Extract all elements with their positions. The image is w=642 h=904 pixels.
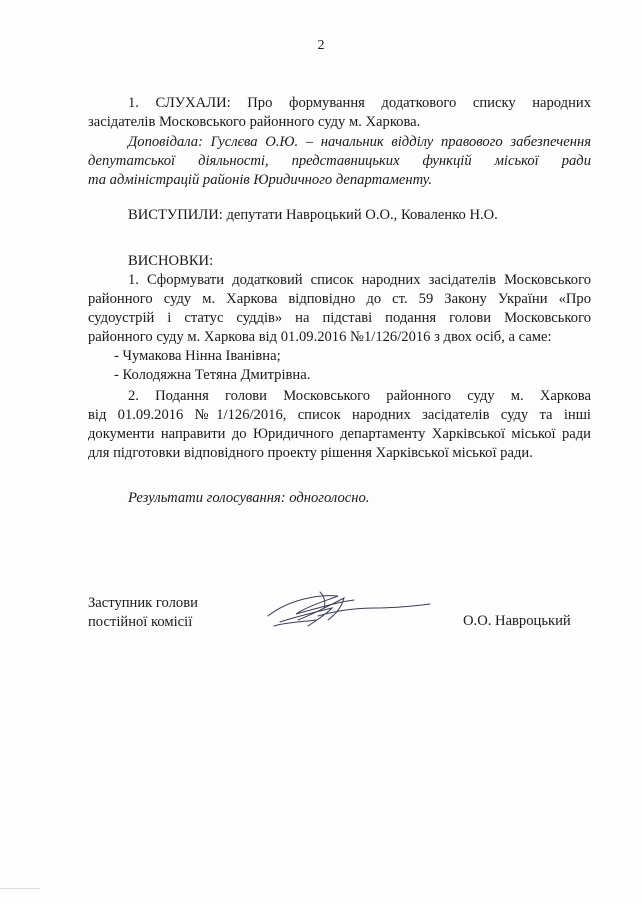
heard-line-2: засідателів Московського районного суду м. Харкова. [88,114,421,130]
conclusion-2-line-3: документи направити до Юридичного департаменту Харківської міської ради [88,426,591,442]
reporter-line-1: Доповідала: Гуслєва О.Ю. – начальник відділу правового забезпечення [128,134,591,150]
spoke-paragraph [88,206,591,225]
conclusion-1-line-2: районного суду м. Харкова відповідно до ст. 59 Закону України «Про [88,291,591,307]
conclusion-2-line-1: 2. Подання голови Московського районного суду м. Харкова [128,388,591,404]
signatory-title-line-2: постійної комісії [88,614,193,630]
reporter-line-2: депутатської діяльності, представницьких функцій міської ради [88,153,591,169]
vote-result-text: Результати голосування: одноголосно. [128,490,370,506]
conclusion-2-line-2: від 01.09.2016 №1/126/2016, список народних засідателів суду та інші [88,407,591,423]
conclusion-2-line-4: для підготовки відповідного проекту рішення Харківської міської ради. [88,445,533,461]
heard-line-1: 1. СЛУХАЛИ: Про формування додаткового списку народних [128,95,591,111]
conclusion-2-paragraph [88,387,591,463]
conclusion-1-line-4: районного суду м. Харкова від 01.09.2016 №1/126/2016 з двох осіб, а саме: [88,329,552,345]
page-number: 2 [317,38,325,53]
signatory-title [88,594,198,632]
person-2: - Колодяжна Тетяна Дмитрівна. [114,367,311,383]
conclusions-section [88,252,591,385]
reporter-paragraph [88,133,591,190]
signatory-title-line-1: Заступник голови [88,595,198,611]
conclusions-heading: ВИСНОВКИ: [128,253,214,269]
scan-edge-mark [0,888,40,904]
spoke-line: ВИСТУПИЛИ: депутати Навроцький О.О., Коваленко Н.О. [128,207,498,223]
conclusion-1-line-3: судоустрій і статус суддів» на підставі подання голови Московського [88,310,591,326]
signatory-name: О.О. Навроцький [463,613,571,629]
vote-result [88,489,591,508]
reporter-line-3: та адміністрацій районів Юридичного департаменту. [88,172,433,188]
conclusion-1-line-1: 1. Сформувати додатковий список народних засідателів Московського [128,272,591,288]
heard-paragraph [88,94,591,132]
handwritten-signature [258,586,438,642]
person-1: - Чумакова Нінна Іванівна; [114,348,281,364]
